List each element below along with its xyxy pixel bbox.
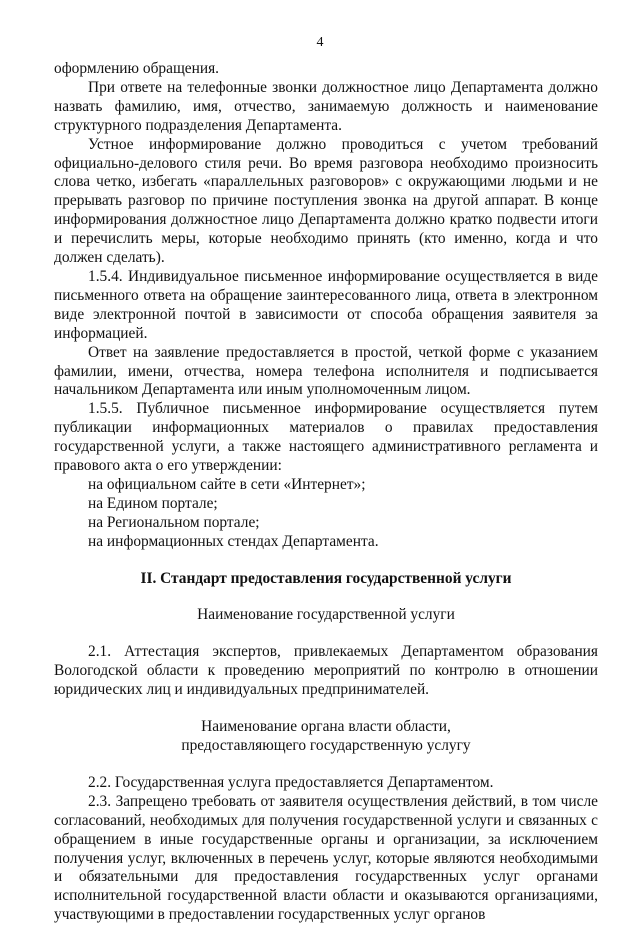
paragraph: 2.1. Аттестация экспертов, привлекаемых Департаментом образования Вологодской области к проведению мероприятий по контролю в отношении юридических лиц и индивидуальных предпринимателей. — [54, 643, 598, 699]
list-item: на информационных стендах Департамента. — [88, 532, 379, 550]
paragraph: 2.2. Государственная услуга предоставляется Департаментом. — [88, 773, 494, 791]
list-item: на Региональном портале; — [88, 513, 260, 531]
list-item: на Едином портале; — [88, 494, 218, 512]
paragraph: При ответе на телефонные звонки должностное лицо Департамента должно назвать фамилию, имя, отчество, занимаемую должность и наименование структурного подразделения Департамента. — [54, 78, 598, 134]
subsection-title: Наименование государственной услуги — [197, 606, 455, 624]
subsection-title-line2: предоставляющего государственную услугу — [181, 737, 471, 754]
section-title: II. Стандарт предоставления государственной услуги — [140, 569, 512, 587]
paragraph: оформлению обращения. — [54, 60, 220, 77]
paragraph: 1.5.4. Индивидуальное письменное информирование осуществляется в виде письменного ответа на обращение заинтересованного лица, ответа в электронном виде электронной почтой в зависимости от способа обращения заявителя за информацией. — [54, 267, 598, 342]
paragraph: 2.3. Запрещено требовать от заявителя осуществления действий, в том числе согласований, необходимых для получения государственной услуги и связанных с обращением в иные государственные органы и организации, за исключением получения услуг, включенных в перечень услуг, которые являются необходимыми и обязательными для предоставления государственных услуг органами исполнительной государственной власти области и оказываются организациями, участвующими в предоставлении государственных услуг органов — [54, 792, 598, 924]
paragraph: 1.5.5. Публичное письменное информирование осуществляется путем публикации информационных материалов о правилах предоставления государственной услуги, а также настоящего административного регламента и правового акта о его утверждении: — [54, 400, 598, 475]
subsection-title: Наименование органа власти области, — [201, 718, 451, 736]
list-item: на официальном сайте в сети «Интернет»; — [88, 475, 366, 493]
paragraph: Ответ на заявление предоставляется в простой, четкой форме с указанием фамилии, имени, отчества, номера телефона исполнителя и подписывается начальником Департамента или иным уполномоченным лицом. — [54, 343, 598, 399]
paragraph: Устное информирование должно проводиться с учетом требований официально-делового стиля речи. Во время разговора необходимо произносить слова четко, избегать «параллельных разговоров» с окружающими людьми и не прерывать разговор по причине поступления звонка на другой аппарат. В конце информирования должностное лицо Департамента должно кратко подвести итоги и перечислить меры, которые необходимо принять (кто именно, когда и что должен сделать). — [54, 135, 598, 267]
page-number: 4 — [316, 35, 324, 50]
document-body — [54, 60, 598, 925]
